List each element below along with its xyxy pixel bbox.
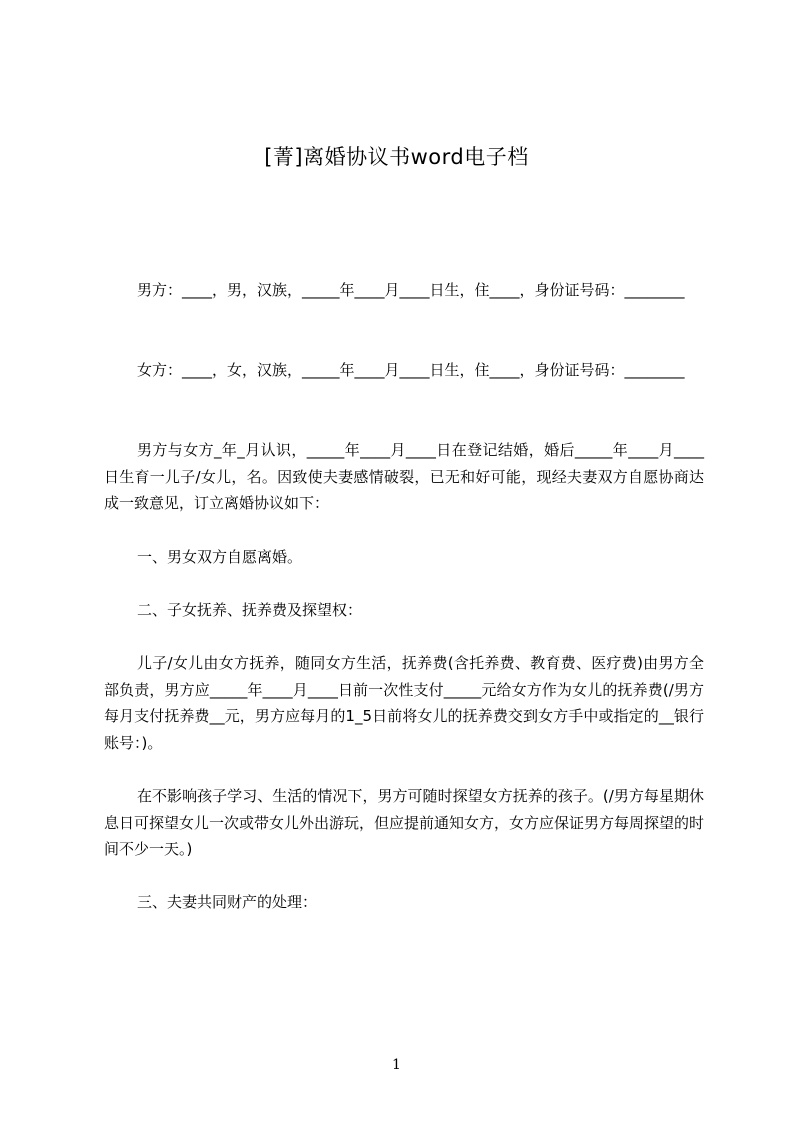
paragraph-child-custody: 儿子/女儿由女方抚养，随同女方生活，抚养费(含托养费、教育费、医疗费)由男方全部负责，男方应_____年____月____日前一次性支付_____元给女方作为女儿的抚养费(/男方每月支付抚养费__元，男方应每月的1_5日前将女儿的抚养费交到女方手中或指定的__银行账号：)。 bbox=[104, 654, 704, 752]
document-title: [菁]离婚协议书word电子档 bbox=[264, 145, 529, 169]
paragraph-marriage-background: 男方与女方_年_月认识，_____年____月____日在登记结婚，婚后_____年____月____日生育一儿子/女儿，名。因致使夫妻感情破裂，已无和好可能，现经夫妻双方自愿协商达成一致意见，订立离婚协议如下： bbox=[104, 441, 704, 512]
clause-1-divorce: 一、男女双方自愿离婚。 bbox=[137, 548, 303, 566]
paragraph-female-party: 女方：____，女，汉族，_____年____月____日生，住____，身份证号码：________ bbox=[137, 361, 685, 379]
clause-2-heading: 二、子女抚养、抚养费及探望权： bbox=[137, 601, 363, 619]
page-number: 1 bbox=[392, 1057, 401, 1073]
clause-3-heading: 三、夫妻共同财产的处理： bbox=[137, 893, 318, 911]
paragraph-male-party: 男方：____，男，汉族，_____年____月____日生，住____，身份证号码：________ bbox=[137, 281, 685, 299]
paragraph-visitation: 在不影响孩子学习、生活的情况下，男方可随时探望女方抚养的孩子。(/男方每星期休息日可探望女儿一次或带女儿外出游玩，但应提前通知女方，女方应保证男方每周探望的时间不少一天。) bbox=[104, 787, 705, 858]
